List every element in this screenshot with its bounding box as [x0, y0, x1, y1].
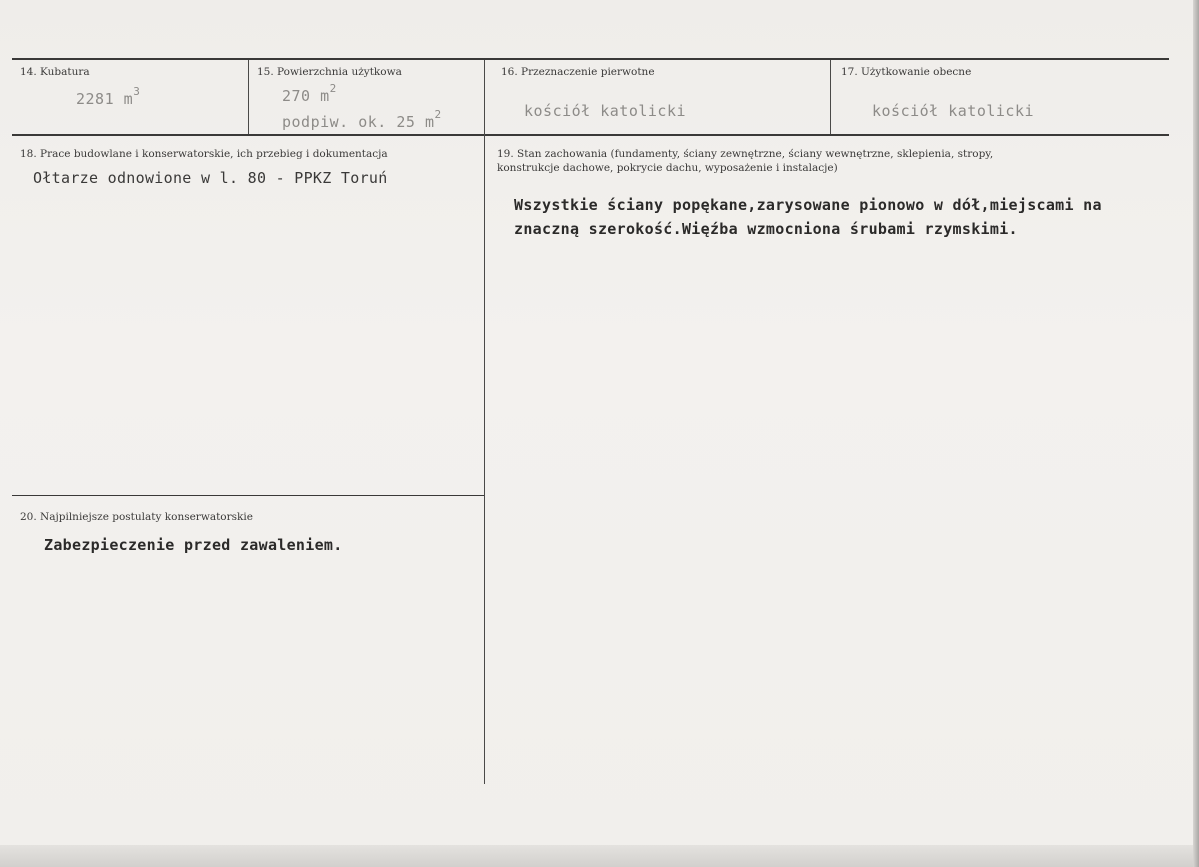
- field-18-value: Ołtarze odnowione w l. 80 - PPKZ Toruń: [33, 169, 388, 187]
- field-19-text-line1: Wszystkie ściany popękane,zarysowane pionowo w dół,miejscami na: [514, 196, 1102, 214]
- col-divider-3: [830, 60, 831, 134]
- card-bottom-edge: [0, 845, 1199, 867]
- field-18-label: 18. Prace budowlane i konserwatorskie, ich przebieg i dokumentacja: [20, 148, 388, 160]
- field-19-text-line2: znaczną szerokość.Więźba wzmocniona śrubami rzymskimi.: [514, 220, 1018, 238]
- field-15-basement: podpiw. ok. 25 $m^2$: [282, 108, 442, 131]
- field-19-label-line1: 19. Stan zachowania (fundamenty, ściany zewnętrzne, ściany wewnętrzne, sklepienia, stropy,: [497, 148, 994, 160]
- field-15-area: 270 $m^2$: [282, 82, 337, 105]
- field-16-value: kościół katolicki: [524, 102, 687, 120]
- field-15-label: 15. Powierzchnia użytkowa: [257, 66, 402, 78]
- field-20-label: 20. Najpilniejsze postulaty konserwatorskie: [20, 511, 253, 523]
- field-20-value: Zabezpieczenie przed zawaleniem.: [44, 536, 343, 554]
- mid-rule: [12, 495, 484, 496]
- row-rule: [12, 134, 1169, 136]
- field-15-area-exponent: 2: [329, 82, 337, 95]
- field-19-label-line2: konstrukcje dachowe, pokrycie dachu, wyposażenie i instalacje): [497, 162, 838, 174]
- col-divider-1: [248, 60, 249, 134]
- top-rule: [12, 58, 1169, 60]
- field-16-label: 16. Przeznaczenie pierwotne: [501, 66, 655, 78]
- field-17-value: kościół katolicki: [872, 102, 1035, 120]
- field-14-value: 2281 $m^3$: [76, 85, 141, 108]
- field-14-label: 14. Kubatura: [20, 66, 90, 78]
- card-right-edge: [1193, 0, 1199, 867]
- field-14-unit-exponent: 3: [133, 85, 141, 98]
- field-15-basement-exponent: 2: [434, 108, 442, 121]
- field-17-label: 17. Użytkowanie obecne: [841, 66, 972, 78]
- col-divider-2: [484, 60, 485, 784]
